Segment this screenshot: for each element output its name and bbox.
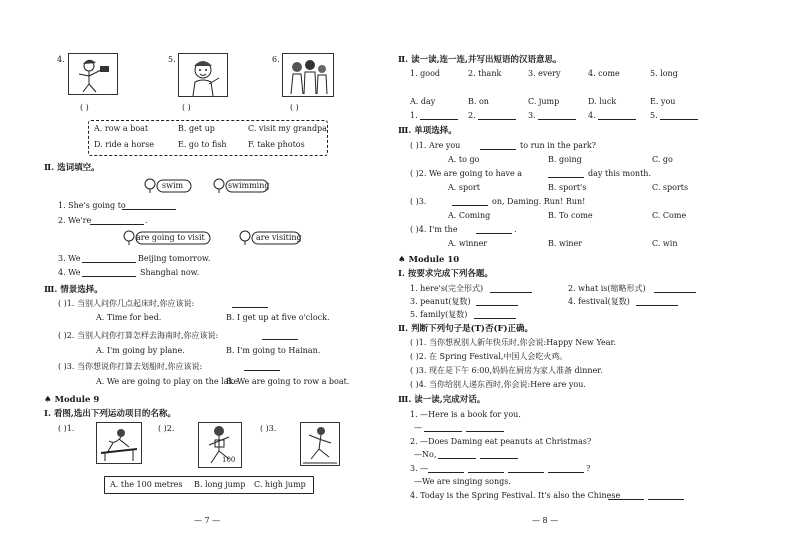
sport-option-b: B. long jump [194,480,246,489]
task-4-text: 4. festival(复数) [568,297,630,306]
fill-3-text: 3. We [58,254,81,263]
choice-2-a: A. sport [448,183,480,192]
situation-1-question: ( )1. 当别人问你几点起床时,你应该说: [58,299,195,308]
sport-2-picture [198,422,242,468]
match-right-a: A. day [410,97,436,106]
choice-2-stem: ( )2. We are going to have a [410,169,523,178]
judge-3: ( )3. 现在是下午 6:00,妈妈在厨房为家人准备 dinner. [410,366,603,375]
task-2-text: 2. what is(缩略形式) [568,284,646,293]
option-d: D. ride a horse [94,140,154,149]
match-right-d: D. luck [588,97,617,106]
meaning-5-blank[interactable] [660,111,698,120]
match-right-e: E. you [650,97,676,106]
match-left-3: 3. every [528,69,561,78]
sport-1-picture [96,422,142,464]
choice-3-c: C. Come [652,211,687,220]
task-5-blank[interactable] [474,310,516,319]
option-e: E. go to fish [178,140,227,149]
dialog-3-question-mark: ? [586,464,591,473]
fill-1-blank[interactable] [122,201,176,210]
situation-2-option-b: B. I'm going to Hainan. [226,346,321,355]
meaning-3-label: 3. [528,111,536,120]
sport-1-answer: ( )1. [58,424,75,433]
match-left-5: 5. long [650,69,678,78]
picture-4-answer: ( ) [80,103,89,112]
picture-4-number: 4. [57,55,65,64]
choice-3-stem-end: on, Daming. Run! Run! [492,197,586,206]
meaning-1-blank[interactable] [420,111,458,120]
task-1-blank[interactable] [490,284,532,293]
meaning-2-label: 2. [468,111,476,120]
choice-2-b: B. sport's [548,183,587,192]
meaning-4-label: 4. [588,111,596,120]
task-3-text: 3. peanut(复数) [410,297,471,306]
fill-3-end: Beijing tomorrow. [138,254,211,263]
module-9-title: ♠ Module 9 [44,395,100,405]
match-right-b: B. on [468,97,489,106]
choice-4-c: C. win [652,239,678,248]
task-4-blank[interactable] [636,297,678,306]
page-number-left: — 7 — [194,516,221,525]
option-f: F. take photos [248,140,305,149]
choice-3-a: A. Coming [448,211,491,220]
dialog-3-blank-3[interactable] [508,464,544,473]
dialog-3-reply: —We are singing songs. [414,477,511,486]
choice-3-b: B. To come [548,211,593,220]
situation-2-question: ( )2. 当别人问你打算怎样去海南时,你应该说: [58,331,219,340]
dialog-3-blank-4[interactable] [548,464,584,473]
choice-2-stem-end: day this month. [588,169,651,178]
sport-3-answer: ( )3. [260,424,277,433]
match-left-4: 4. come [588,69,620,78]
sport-option-c: C. high jump [254,480,306,489]
fill-4-blank[interactable] [82,268,136,277]
situation-3-option-b: B. We are going to row a boat. [226,377,350,386]
dialog-1-reply-dash: — [414,423,422,432]
match-left-1: 1. good [410,69,441,78]
dialog-4-line: 4. Today is the Spring Festival. It's also the Chinese [410,491,621,500]
choice-3-stem: ( )3. [410,197,427,206]
option-c: C. visit my grandpa [248,124,327,133]
picture-6-number: 6. [272,55,280,64]
meaning-4-blank[interactable] [598,111,636,120]
module-10-section-2-title: Ⅱ. 判断下列句子是(T)否(F)正确。 [398,324,534,334]
task-2-blank[interactable] [654,284,696,293]
section-2-title: Ⅱ. 选词填空。 [44,163,100,173]
situation-2-option-a: A. I'm going by plane. [96,346,185,355]
dialog-2-blank-2[interactable] [480,450,518,459]
dialog-3-blank-2[interactable] [468,464,504,473]
picture-5 [178,53,228,97]
option-a: A. row a boat [94,124,149,133]
meaning-3-blank[interactable] [538,111,576,120]
match-right-c: C. jump [528,97,560,106]
picture-6 [282,53,334,97]
situation-1-blank[interactable] [232,299,268,308]
choice-1-stem: ( )1. Are you [410,141,461,150]
picture-6-answer: ( ) [290,103,299,112]
word-swim: swim [162,181,184,190]
page-number-right: — 8 — [532,516,559,525]
fill-3-blank[interactable] [82,254,136,263]
dialog-2-line: 2. —Does Daming eat peanuts at Christmas? [410,437,592,446]
sport-option-a: A. the 100 metres [110,480,183,489]
module-9-section-1-title: Ⅰ. 看图,选出下列运动项目的名称。 [44,409,176,419]
meaning-5-label: 5. [650,111,658,120]
dialog-1-line: 1. —Here is a book for you. [410,410,521,419]
choice-3-blank[interactable] [452,197,488,206]
situation-1-option-a: A. Time for bed. [96,313,162,322]
word-are-visiting: are visiting [256,233,302,242]
module-10-section-3-title: Ⅲ. 读一读,完成对话。 [398,395,486,405]
choice-1-c: C. go [652,155,673,164]
judge-4: ( )4. 当你给别人递东西时,你会说:Here are you. [410,380,586,389]
word-swimming: swimming [228,181,270,190]
picture-5-number: 5. [168,55,176,64]
dialog-1-blank-2[interactable] [466,423,504,432]
task-5-text: 5. family(复数) [410,310,468,319]
choice-1-blank[interactable] [480,141,516,150]
choice-4-b: B. winer [548,239,583,248]
choice-1-stem-end: to run in the park? [520,141,596,150]
situation-3-option-a: A. We are going to play on the lake. [96,377,241,386]
fill-4-end: Shanghai now. [140,268,200,277]
situation-3-question: ( )3. 当你想说你打算去划船时,你应该说: [58,362,203,371]
word-are-going-to-visit: are going to visit [136,233,205,242]
dialog-2-reply: —No, [414,450,437,459]
picture-4 [68,53,118,95]
runner-number-badge: 100 [222,456,236,464]
module-10-title: ♠ Module 10 [398,255,460,265]
sport-3-picture [300,422,340,466]
choice-4-stem-end: . [514,225,517,234]
choice-4-a: A. winner [448,239,488,248]
dialog-3-blank-1[interactable] [428,464,464,473]
judge-2: ( )2. 在 Spring Festival,中国人会吃火鸡。 [410,352,568,361]
judge-1: ( )1. 当你想祝别人新年快乐时,你会说:Happy New Year. [410,338,616,347]
fill-2-end: . [145,216,148,225]
picture-5-answer: ( ) [182,103,191,112]
fill-4-text: 4. We [58,268,81,277]
choice-1-a: A. to go [448,155,480,164]
choice-4-stem: ( )4. I'm the [410,225,458,234]
match-left-2: 2. thank [468,69,502,78]
dialog-1-blank-1[interactable] [424,423,462,432]
choice-1-b: B. going [548,155,582,164]
meaning-1-label: 1. [410,111,418,120]
dialog-3-line: 3. — [410,464,429,473]
fill-2-text: 2. We're [58,216,92,225]
sport-2-answer: ( )2. [158,424,175,433]
situation-1-option-b: B. I get up at five o'clock. [226,313,330,322]
task-1-text: 1. here's(完全形式) [410,284,484,293]
dialog-4-blank-2[interactable] [648,491,684,500]
situation-2-blank[interactable] [262,331,298,340]
choice-2-blank[interactable] [548,169,584,178]
dialog-4-blank-1[interactable] [608,491,644,500]
module-10-section-1-title: Ⅰ. 按要求完成下列各题。 [398,269,493,279]
section-3-title: Ⅲ. 情景选择。 [44,285,103,295]
task-3-blank[interactable] [476,297,518,306]
situation-3-blank[interactable] [244,362,280,371]
fill-1-text: 1. She's going to [58,201,126,210]
right-section-2-title: Ⅱ. 读一读,连一连,并写出短语的汉语意思。 [398,55,562,65]
right-section-3-title: Ⅲ. 单项选择。 [398,126,457,136]
meaning-2-blank[interactable] [478,111,516,120]
option-b: B. get up [178,124,215,133]
fill-2-blank[interactable] [90,216,144,225]
choice-2-c: C. sports [652,183,689,192]
dialog-2-blank-1[interactable] [438,450,476,459]
choice-4-blank[interactable] [476,225,512,234]
